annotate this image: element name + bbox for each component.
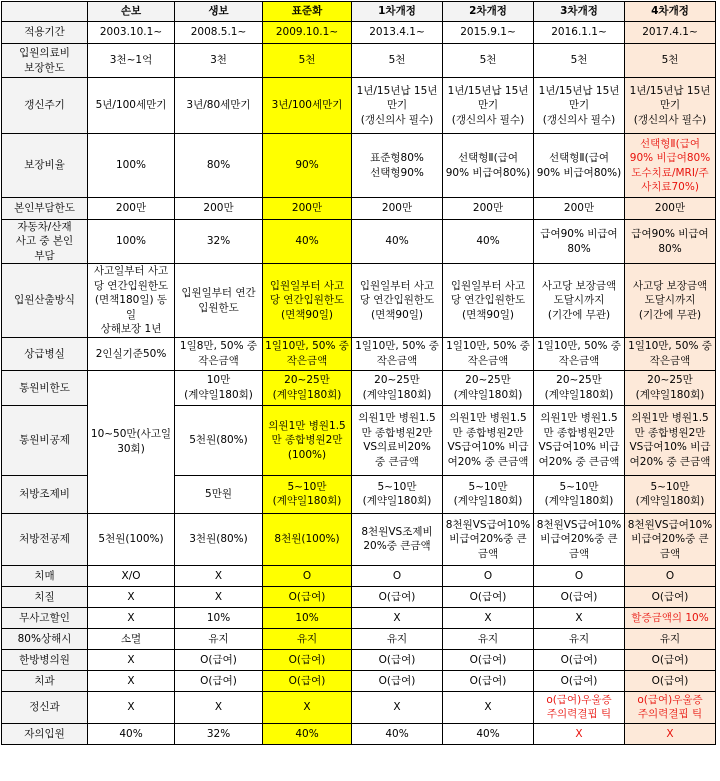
table-cell: 의원1만 병원1.5 만 종합병원2만 (100%) bbox=[263, 405, 352, 475]
table-cell: 2008.5.1~ bbox=[175, 22, 263, 44]
table-cell: 40% bbox=[352, 723, 443, 744]
table-cell: o(급여)우울증 주의력결핍 틱 bbox=[534, 691, 625, 723]
table-cell: 200만 bbox=[352, 198, 443, 220]
table-cell: X bbox=[352, 691, 443, 723]
row-label: 80%상해시 bbox=[2, 628, 88, 649]
row-label: 치질 bbox=[2, 586, 88, 607]
table-row bbox=[2, 198, 716, 220]
row-label: 한방병의원 bbox=[2, 649, 88, 670]
table-cell: 200만 bbox=[443, 198, 534, 220]
table-row bbox=[2, 649, 716, 670]
table-cell: 40% bbox=[352, 220, 443, 264]
row-label: 치매 bbox=[2, 565, 88, 586]
table-header bbox=[2, 2, 716, 22]
row-label: 보장비율 bbox=[2, 134, 88, 198]
table-cell: 10~50만(사고일 30회) bbox=[88, 370, 175, 513]
table-row bbox=[2, 370, 716, 405]
table-cell: 선택형Ⅱ(급여 90% 비급여80% 도수치료/MRI/주 사치료70%) bbox=[625, 134, 716, 198]
table-cell: X bbox=[443, 691, 534, 723]
header-corner bbox=[2, 2, 88, 22]
table-cell: 5천 bbox=[443, 44, 534, 78]
table-cell: 20~25만 (계약일180회) bbox=[534, 370, 625, 405]
row-label: 적용기간 bbox=[2, 22, 88, 44]
table-cell: 5천 bbox=[352, 44, 443, 78]
table-cell: 1일10만, 50% 중 작은금액 bbox=[263, 337, 352, 370]
table-cell: O(급여) bbox=[443, 670, 534, 691]
table-cell: X bbox=[88, 586, 175, 607]
row-label: 자동차/산재 사고 중 본인 부담 bbox=[2, 220, 88, 264]
table-cell: 소멸 bbox=[88, 628, 175, 649]
table-cell: 20~25만 (계약일180회) bbox=[625, 370, 716, 405]
table-cell: 선택형Ⅱ(급여 90% 비급여80%) bbox=[534, 134, 625, 198]
table-row bbox=[2, 78, 716, 134]
table-cell: 2013.4.1~ bbox=[352, 22, 443, 44]
table-cell: 5천원(100%) bbox=[88, 513, 175, 565]
table-cell: 유지 bbox=[263, 628, 352, 649]
table-cell: 의원1만 병원1.5 만 종합병원2만 VS급여10% 비급 여20% 중 큰금액 bbox=[625, 405, 716, 475]
table-cell: O(급여) bbox=[625, 586, 716, 607]
table-cell: 3천~1억 bbox=[88, 44, 175, 78]
table-cell: 5~10만 (계약일180회) bbox=[263, 475, 352, 513]
table-cell: 2016.1.1~ bbox=[534, 22, 625, 44]
table-cell: 선택형Ⅱ(급여 90% 비급여80%) bbox=[443, 134, 534, 198]
table-cell: 1년/15년납 15년만기 (갱신의사 필수) bbox=[625, 78, 716, 134]
table-row bbox=[2, 134, 716, 198]
table-cell: 200만 bbox=[88, 198, 175, 220]
table-cell: X bbox=[88, 691, 175, 723]
table-cell: 3년/80세만기 bbox=[175, 78, 263, 134]
table-cell: 표준형80% 선택형90% bbox=[352, 134, 443, 198]
table-cell: 유지 bbox=[625, 628, 716, 649]
insurance-comparison-table bbox=[1, 1, 716, 745]
table-cell: 8천원(100%) bbox=[263, 513, 352, 565]
table-cell: 유지 bbox=[534, 628, 625, 649]
table-cell: O bbox=[534, 565, 625, 586]
table-cell: O(급여) bbox=[534, 586, 625, 607]
table-cell: X bbox=[88, 607, 175, 628]
table-cell: 80% bbox=[175, 134, 263, 198]
table-cell: O(급여) bbox=[263, 670, 352, 691]
table-row bbox=[2, 513, 716, 565]
table-cell: 5~10만 (계약일180회) bbox=[352, 475, 443, 513]
row-label: 자의입원 bbox=[2, 723, 88, 744]
table-cell: 100% bbox=[88, 134, 175, 198]
table-cell: 8천원VS조제비 20%중 큰금액 bbox=[352, 513, 443, 565]
table-row bbox=[2, 586, 716, 607]
table-cell: O(급여) bbox=[352, 586, 443, 607]
table-cell: 32% bbox=[175, 220, 263, 264]
header-col-revision-3: 3차개정 bbox=[534, 2, 625, 22]
row-label: 통원비공제 bbox=[2, 405, 88, 475]
table-cell: O bbox=[263, 565, 352, 586]
table-cell: 5~10만 (계약일180회) bbox=[443, 475, 534, 513]
table-cell: 10% bbox=[175, 607, 263, 628]
table-cell: O(급여) bbox=[534, 649, 625, 670]
table-cell: 40% bbox=[443, 220, 534, 264]
table-cell: 2015.9.1~ bbox=[443, 22, 534, 44]
table-cell: 200만 bbox=[175, 198, 263, 220]
table-cell: 유지 bbox=[352, 628, 443, 649]
table-cell: 100% bbox=[88, 220, 175, 264]
table-cell: 20~25만 (계약일180회) bbox=[352, 370, 443, 405]
table-cell: 5천 bbox=[625, 44, 716, 78]
table-cell: 1년/15년납 15년만기 (갱신의사 필수) bbox=[534, 78, 625, 134]
table-row bbox=[2, 723, 716, 744]
table-cell: 의원1만 병원1.5 만 종합병원2만 VS의료비20% 중 큰금액 bbox=[352, 405, 443, 475]
table-cell: O(급여) bbox=[352, 649, 443, 670]
table-cell: O(급여) bbox=[175, 670, 263, 691]
table-cell: 급여90% 비급여 80% bbox=[625, 220, 716, 264]
table-cell: 1일10만, 50% 중 작은금액 bbox=[352, 337, 443, 370]
table-cell: 급여90% 비급여 80% bbox=[534, 220, 625, 264]
row-label: 입원산출방식 bbox=[2, 264, 88, 337]
table-cell: 3천 bbox=[175, 44, 263, 78]
table-cell: 2009.10.1~ bbox=[263, 22, 352, 44]
table-cell: 2017.4.1~ bbox=[625, 22, 716, 44]
header-col-life: 생보 bbox=[175, 2, 263, 22]
table-cell: 할증금액의 10% bbox=[625, 607, 716, 628]
table-cell: 3년/100세만기 bbox=[263, 78, 352, 134]
table-body bbox=[2, 22, 716, 745]
table-cell: 5천원(80%) bbox=[175, 405, 263, 475]
table-cell: 5천 bbox=[263, 44, 352, 78]
table-cell: 입원일부터 사고 당 연간입원한도 (면책90일) bbox=[443, 264, 534, 337]
table-row bbox=[2, 337, 716, 370]
table-cell: 90% bbox=[263, 134, 352, 198]
table-cell: 사고당 보장금액 도달시까지 (기간에 무관) bbox=[625, 264, 716, 337]
header-col-standardized: 표준화 bbox=[263, 2, 352, 22]
table-cell: 20~25만 (계약일180회) bbox=[443, 370, 534, 405]
table-cell: 유지 bbox=[443, 628, 534, 649]
row-label: 통원비한도 bbox=[2, 370, 88, 405]
table-row bbox=[2, 264, 716, 337]
table-cell: O bbox=[352, 565, 443, 586]
table-cell: O(급여) bbox=[443, 586, 534, 607]
table-cell: 2003.10.1~ bbox=[88, 22, 175, 44]
table-cell: X bbox=[352, 607, 443, 628]
row-label: 처방전공제 bbox=[2, 513, 88, 565]
table-cell: X bbox=[534, 607, 625, 628]
table-cell: X bbox=[175, 691, 263, 723]
table-cell: 1일10만, 50% 중 작은금액 bbox=[443, 337, 534, 370]
table-cell: 40% bbox=[263, 723, 352, 744]
table-cell: 5천 bbox=[534, 44, 625, 78]
table-cell: 40% bbox=[88, 723, 175, 744]
table-row bbox=[2, 220, 716, 264]
table-row bbox=[2, 670, 716, 691]
table-cell: 사고당 보장금액 도달시까지 (기간에 무관) bbox=[534, 264, 625, 337]
header-col-revision-1: 1차개정 bbox=[352, 2, 443, 22]
table-row bbox=[2, 565, 716, 586]
table-cell: 8천원VS급여10% 비급여20%중 큰 금액 bbox=[625, 513, 716, 565]
header-col-revision-2: 2차개정 bbox=[443, 2, 534, 22]
table-cell: 5~10만 (계약일180회) bbox=[534, 475, 625, 513]
row-label: 처방조제비 bbox=[2, 475, 88, 513]
table-cell: X/O bbox=[88, 565, 175, 586]
table-cell: 8천원VS급여10% 비급여20%중 큰 금액 bbox=[534, 513, 625, 565]
table-cell: O bbox=[443, 565, 534, 586]
table-cell: 3천원(80%) bbox=[175, 513, 263, 565]
table-cell: 2인실기준50% bbox=[88, 337, 175, 370]
table-cell: o(급여)우울증 주의력결핍 틱 bbox=[625, 691, 716, 723]
table-cell: 유지 bbox=[175, 628, 263, 649]
table-cell: 5년/100세만기 bbox=[88, 78, 175, 134]
table-cell: 200만 bbox=[625, 198, 716, 220]
table-row bbox=[2, 44, 716, 78]
table-row bbox=[2, 607, 716, 628]
table-cell: X bbox=[534, 723, 625, 744]
table-cell: 1일8만, 50% 중 작은금액 bbox=[175, 337, 263, 370]
table-cell: O(급여) bbox=[175, 649, 263, 670]
table-cell: 의원1만 병원1.5 만 종합병원2만 VS급여10% 비급 여20% 중 큰금액 bbox=[443, 405, 534, 475]
table-cell: X bbox=[175, 586, 263, 607]
table-cell: O(급여) bbox=[625, 649, 716, 670]
table-cell: O(급여) bbox=[625, 670, 716, 691]
table-cell: 의원1만 병원1.5 만 종합병원2만 VS급여10% 비급 여20% 중 큰금액 bbox=[534, 405, 625, 475]
table-cell: O bbox=[625, 565, 716, 586]
table-cell: 1년/15년납 15년만기 (갱신의사 필수) bbox=[352, 78, 443, 134]
table-cell: O(급여) bbox=[443, 649, 534, 670]
table-cell: 1일10만, 50% 중 작은금액 bbox=[625, 337, 716, 370]
row-label: 치과 bbox=[2, 670, 88, 691]
table-cell: 32% bbox=[175, 723, 263, 744]
row-label: 본인부담한도 bbox=[2, 198, 88, 220]
table-cell: 10만 (계약일180회) bbox=[175, 370, 263, 405]
table-cell: 8천원VS급여10% 비급여20%중 큰 금액 bbox=[443, 513, 534, 565]
table-cell: 10% bbox=[263, 607, 352, 628]
row-label: 무사고할인 bbox=[2, 607, 88, 628]
row-label: 상급병실 bbox=[2, 337, 88, 370]
header-col-revision-4: 4차개정 bbox=[625, 2, 716, 22]
table-row bbox=[2, 691, 716, 723]
table-row bbox=[2, 628, 716, 649]
table-cell: 5만원 bbox=[175, 475, 263, 513]
table-cell: X bbox=[443, 607, 534, 628]
table-cell: X bbox=[88, 670, 175, 691]
table-cell: 200만 bbox=[534, 198, 625, 220]
table-cell: 입원일부터 사고 당 연간입원한도 (면책90일) bbox=[352, 264, 443, 337]
table-cell: X bbox=[88, 649, 175, 670]
table-cell: 40% bbox=[443, 723, 534, 744]
header-col-nonlife: 손보 bbox=[88, 2, 175, 22]
table-cell: 5~10만 (계약일180회) bbox=[625, 475, 716, 513]
table-cell: 입원일부터 연간 입원한도 bbox=[175, 264, 263, 337]
table-cell: 1일10만, 50% 중 작은금액 bbox=[534, 337, 625, 370]
table-cell: O(급여) bbox=[263, 586, 352, 607]
table-cell: 입원일부터 사고 당 연간입원한도 (면책90일) bbox=[263, 264, 352, 337]
row-label: 입원의료비 보장한도 bbox=[2, 44, 88, 78]
table-cell: O(급여) bbox=[263, 649, 352, 670]
table-cell: 20~25만 (계약일180회) bbox=[263, 370, 352, 405]
row-label: 갱신주기 bbox=[2, 78, 88, 134]
table-cell: 1년/15년납 15년만기 (갱신의사 필수) bbox=[443, 78, 534, 134]
table-cell: X bbox=[175, 565, 263, 586]
table-row bbox=[2, 22, 716, 44]
row-label: 정신과 bbox=[2, 691, 88, 723]
table-cell: 40% bbox=[263, 220, 352, 264]
table-cell: 200만 bbox=[263, 198, 352, 220]
table-cell: O(급여) bbox=[534, 670, 625, 691]
table-cell: O(급여) bbox=[352, 670, 443, 691]
table-cell: X bbox=[263, 691, 352, 723]
table-cell: 사고일부터 사고 당 연간입원한도 (면책180일) 동일 상해보장 1년 bbox=[88, 264, 175, 337]
table-cell: X bbox=[625, 723, 716, 744]
